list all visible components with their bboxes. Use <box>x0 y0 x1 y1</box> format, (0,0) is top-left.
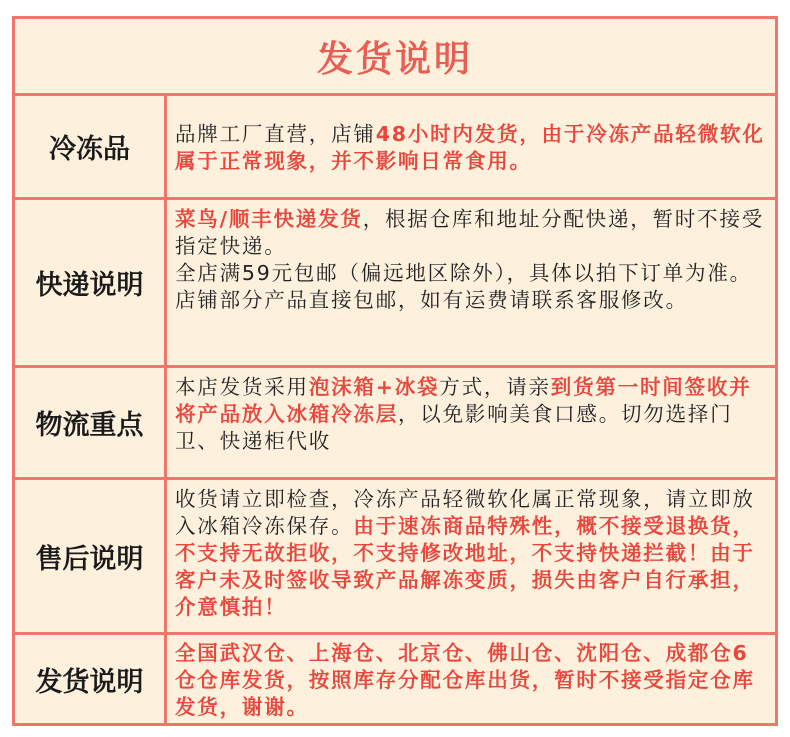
row-content <box>167 480 775 632</box>
highlight-segment: 由于速冻商品特殊性，概不接受退换货，不支持无故拒收，不支持修改地址，不支持快递拦截！由于客户未及时签收导致产品解冻变质，损失由客户自行承担，介意慎拍！ <box>175 514 755 619</box>
text-segment: ，以免影响美食口感。切勿选择门卫、快递柜代收 <box>175 402 733 453</box>
row-content <box>167 635 775 723</box>
highlight-segment: 到货第一时间签收并将产品放入冰箱冷冻层 <box>175 375 752 426</box>
text-segment: 收货请立即检查，冷冻产品轻微软化属正常现象，请立即放入冰箱冷冻保存。 <box>175 487 755 538</box>
text-segment: 本店发货采用 <box>175 375 309 399</box>
info-row-dispatch <box>15 635 775 723</box>
row-label: 快递说明 <box>15 200 167 365</box>
highlight-segment: 全国武汉仓、上海仓、北京仓、佛山仓、沈阳仓、成都仓6仓仓库发货，按照库存分配仓库出货，暂时不接受指定仓库发货，谢谢。 <box>175 640 755 719</box>
row-label: 发货说明 <box>15 635 167 723</box>
info-row-courier <box>15 200 775 368</box>
row-label: 售后说明 <box>15 480 167 632</box>
page-title: 发货说明 <box>15 19 775 96</box>
text-segment: 方式，请亲 <box>439 375 551 399</box>
highlight-segment: 48小时内发货，由于冷冻产品轻微软化属于正常现象，并不影响日常食用。 <box>175 121 765 173</box>
highlight-segment: 泡沫箱+冰袋 <box>308 375 440 399</box>
row-label: 物流重点 <box>15 368 167 477</box>
text-segment: 品牌工厂直营，店铺 <box>175 121 376 146</box>
info-row-frozen <box>15 96 775 200</box>
row-content <box>167 200 775 365</box>
highlight-segment: 菜鸟/顺丰快递发货 <box>175 207 363 231</box>
text-segment: ，根据仓库和地址分配快递，暂时不接受指定快递。 <box>175 207 765 258</box>
row-content <box>167 368 775 477</box>
row-content <box>167 96 775 197</box>
shipping-info-panel <box>12 16 778 726</box>
info-row-after-sales <box>15 480 775 635</box>
text-segment: 全店满59元包邮（偏远地区除外），具体以拍下订单为准。店铺部分产品直接包邮，如有运费请联系客服修改。 <box>175 261 752 312</box>
row-label: 冷冻品 <box>15 96 167 197</box>
info-row-logistics <box>15 368 775 480</box>
